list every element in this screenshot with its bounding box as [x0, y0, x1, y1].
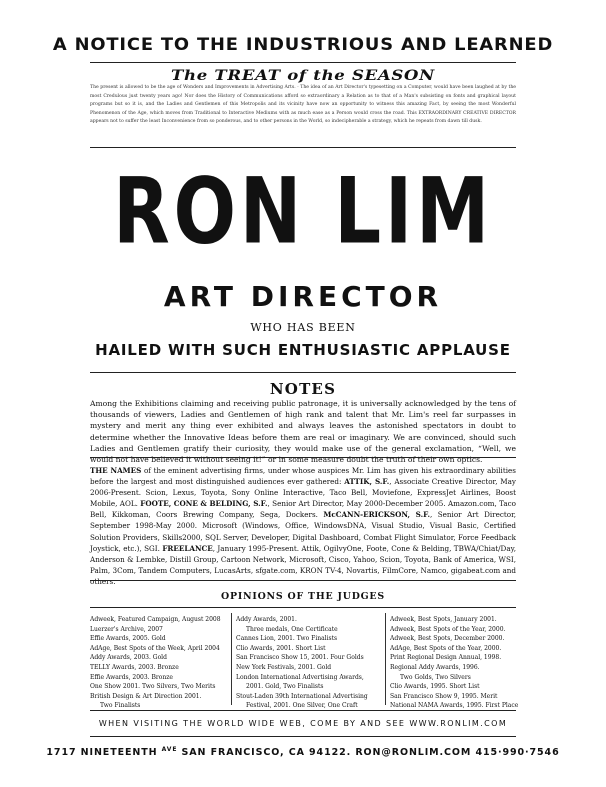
- treat-subheadline: The TREAT of the SEASON: [171, 68, 435, 84]
- intro-paragraph: The present is allowed to be the age of Wonders and Improvements in Advertising Arts. · The idea of an Art Director's typesetting on a Computer, would have been laughed at by the most Credulous just twenty years ago! Nor does the History of Communications afford so extraordinary a Relation as to that of a Man's subsisting on fonts and graphical layout programs but so it is, and the Ladies and Gentlemen of this Metropolis and its vicinity have now an opportunity to witness this amazing Fact, by seeing the most Wonderful Phenomenon of the Age, which moves from Traditional to Interactive Mediums with as much ease as a Person would cross the road. This EXTRAORDINARY CREATIVE DIRECTOR appears not to suffer the least Inconvenience from so ponderous, and to other persons in the World, so indecipherable a strategy, which he repeats from dawn till dusk.: [90, 85, 516, 124]
- firm-name: FREELANCE: [162, 543, 213, 553]
- firm-details: , January 1995-Present. Attik, OgilvyOne, Foote, Cone & Belding, TBWA/Chiat/Day, Anderson & Lembke, Distill Group, Cartoon Network, Microsoft, Cisco, Yahoo, Scion, Toyota, Bank of America, WSI, Palm, 3Com, Tandem Computers, LucasArts, sfgate.com, KRON TV-4, Novartis, FilmCore, Namco, gigabeat.com and others.: [90, 543, 516, 586]
- award-item: Print Regional Design Annual, 1998.: [390, 654, 502, 662]
- award-item: National NAMA Awards, 1995. First Place: [390, 702, 519, 710]
- award-item: Addy Awards, 2003. Gold: [90, 654, 167, 662]
- divider: [90, 62, 516, 63]
- firm-name: ATTIK, S.F.: [344, 477, 390, 487]
- award-item: Adweek, Best Spots of the Year, 2000.: [390, 625, 506, 633]
- judges-heading: OPINIONS OF THE JUDGES: [221, 591, 385, 602]
- notes-paragraph: Among the Exhibitions claiming and receiving public patronage, it is universally acknowledged by the tens of thousands of viewers, Ladies and Gentlemen of high rank and talent that Mr. Lim's reel far surpasses in mystery and merit any thing ever exhibited and always leaves the astonished spectators in doubt to determine whether the Innovative Ideas before them are real or imaginary. We are convinced, should such Ladies and Gentlemen gratify their curiosity, they would make use of the general exclamation, “Well, we would not have believed it without seeing it!” or in some measure doubt the truth of their own optics.: [90, 399, 516, 465]
- award-item: Effie Awards, 2003. Bronze: [90, 673, 173, 681]
- awards-column: [390, 615, 519, 711]
- award-item: Festival, 2001. One Silver, One Craft: [246, 702, 358, 710]
- award-item: Clio Awards, 2001. Short List: [236, 644, 326, 652]
- award-item: New York Festivals, 2001. Gold: [236, 663, 332, 671]
- award-item: Two Golds, Two Silvers: [400, 673, 471, 681]
- award-item: Clio Awards, 1995. Short List: [390, 683, 480, 691]
- names-lead: THE NAMES: [90, 466, 142, 475]
- divider: [90, 457, 516, 458]
- divider: [90, 607, 516, 608]
- divider: [90, 147, 516, 148]
- firm-details: , Associate Creative Director, May 2006-Present. Scion, Lexus, Toyota, Sony Online Interactive, Taco Bell, Moviefone, ExpressJet Airlines, Boost Mobile, AOL.: [90, 477, 516, 509]
- award-item: Cannes Lion, 2001. Two Finalists: [236, 635, 338, 643]
- awards-column: [90, 615, 228, 711]
- firm-details: , Senior Art Director, May 2000-December 2005. Amazon.com, Taco Bell, Kikkoman, Coors Brewing Company, Sega, Dockers.: [90, 499, 516, 520]
- award-item: Regional Addy Awards, 1996.: [390, 663, 480, 671]
- award-item: Stout-Laden 39th International Advertising: [236, 692, 368, 700]
- award-item: San Francisco Show 15, 2001. Four Golds: [236, 654, 364, 662]
- column-divider: [385, 613, 386, 705]
- contact-line: [0, 746, 606, 758]
- divider: [90, 372, 516, 373]
- divider: [90, 736, 516, 737]
- website-line: WHEN VISITING THE WORLD WIDE WEB, COME BY AND SEE WWW.RONLIM.COM: [98, 719, 508, 728]
- divider: [90, 710, 516, 711]
- address-contact: SAN FRANCISCO, CA 94122. RON@RONLIM.COM 415·990·7546: [177, 747, 560, 759]
- award-item: British Design & Art Direction 2001.: [90, 692, 202, 700]
- award-item: San Francisco Show 9, 1995. Merit: [390, 692, 498, 700]
- firm-details: , Senior Art Director, September 1998-May 2000. Microsoft (Windows, Office, WindowsDNA, Visual Studio, Visual Basic, Certified Solution Providers, Skills2000, SQL Server, Developer, Digital Dashboard, Combat Flight Simulator, Force Feedback Joystick, etc.), SGI.: [90, 510, 516, 553]
- address-street: 1717 NINETEENTH: [46, 747, 158, 759]
- award-item: Three medals, One Certificate: [246, 625, 338, 633]
- award-item: Luerzer's Archive, 2007: [90, 625, 163, 633]
- award-item: London International Advertising Awards,: [236, 673, 364, 681]
- award-item: Addy Awards, 2001.: [236, 616, 297, 623]
- award-item: Adweek, Best Spots, December 2000.: [390, 635, 505, 643]
- name-headline: RON LIM: [113, 158, 493, 265]
- award-item: 2001. Gold, Two Finalists: [246, 683, 324, 691]
- award-item: TELLY Awards, 2003. Bronze: [90, 663, 179, 671]
- award-item: Effie Awards, 2005. Gold: [90, 635, 166, 643]
- award-item: Two Finalists: [100, 702, 141, 710]
- address-street-suffix: AVE: [161, 746, 178, 753]
- award-item: Adweek, Featured Campaign, August 2008: [90, 616, 221, 623]
- names-paragraph: [90, 465, 516, 587]
- firm-name: FOOTE, CONE & BELDING, S.F.: [140, 499, 268, 509]
- divider: [90, 580, 516, 581]
- notes-heading: NOTES: [269, 380, 337, 398]
- job-title: ART DIRECTOR: [163, 280, 443, 313]
- who-has-been: WHO HAS BEEN: [250, 321, 356, 334]
- award-item: One Show 2001. Two Silvers, Two Merits: [90, 683, 216, 691]
- award-item: Adweek, Best Spots, January 2001.: [390, 616, 497, 623]
- award-item: AdAge, Best Spots of the Year, 2000.: [390, 644, 502, 652]
- award-item: AdAge, Best Spots of the Week, April 2004: [90, 644, 220, 652]
- awards-column: [236, 615, 382, 711]
- column-divider: [231, 613, 232, 705]
- hailed-headline: HAILED WITH SUCH ENTHUSIASTIC APPLAUSE: [95, 341, 511, 359]
- firm-name: McCANN-ERICKSON, S.F.: [323, 510, 430, 520]
- notice-headline: A NOTICE TO THE INDUSTRIOUS AND LEARNED: [52, 35, 554, 55]
- names-intro: of the eminent advertising firms, under whose auspices Mr. Lim has given his extraordinary abilities before the largest and most distinguished audiences ever gathered:: [90, 466, 516, 487]
